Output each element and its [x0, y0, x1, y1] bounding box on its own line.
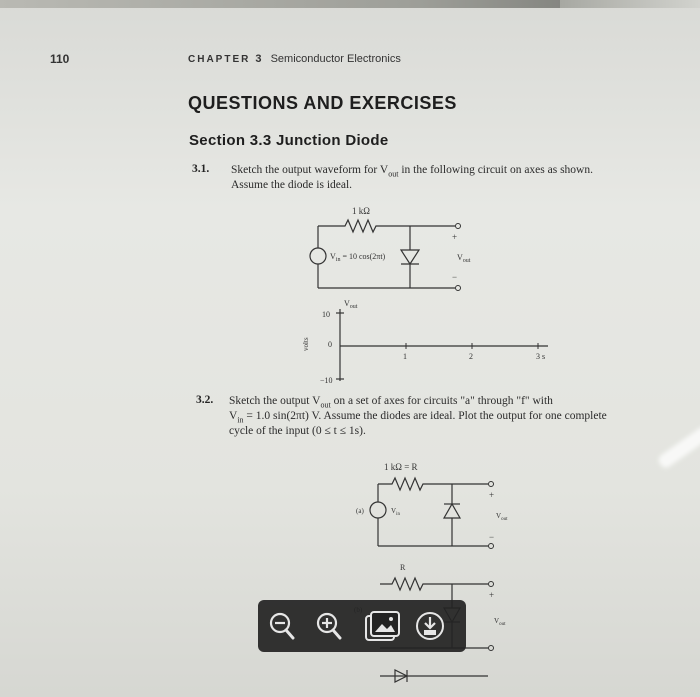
problem-3-2-text-b: on a set of axes for circuits "a" through "f" with	[330, 395, 553, 407]
problem-3-1-text-b: in the following circuit on axes as shown.	[398, 164, 593, 176]
circuit-a-source-symbol	[370, 502, 386, 518]
circuit-a	[300, 458, 520, 553]
circuit-a-top-wire	[378, 478, 488, 490]
zoom-out-icon	[266, 610, 298, 642]
circuit-b-top-wire	[380, 578, 488, 590]
image-edit-icon	[362, 610, 402, 644]
circuit-b-output-terminal-bottom	[489, 646, 494, 651]
circuit1-minus: −	[452, 272, 458, 282]
chapter-number: 3	[255, 53, 262, 65]
axes-y-bottom-label: −10	[320, 376, 333, 385]
circuit1-output-label: $V_{out}$	[457, 253, 471, 264]
circuit-a-diode-triangle	[444, 504, 460, 518]
image-edit-button[interactable]	[362, 610, 402, 642]
axes-x-tick-label-2: 2	[469, 352, 473, 361]
circuit-a-minus: −	[489, 532, 495, 542]
problem-3-2-text-d: = 1.0 sin(2πt) V. Assume the diodes are ideal. Plot the output for one complete	[243, 410, 607, 422]
axes-x-tick-label-1: 1	[403, 352, 407, 361]
page-number: 110	[50, 52, 70, 66]
axes-x-tick-label-3: 3 s	[536, 352, 546, 361]
circuit1-output-terminal-top	[456, 224, 461, 229]
zoom-in-button[interactable]	[313, 610, 345, 642]
circuit1-source-symbol	[310, 248, 326, 264]
screen-glare	[656, 424, 700, 470]
circuit-a-plus: +	[489, 490, 495, 500]
problem-3-1-number: 3.1.	[192, 163, 210, 175]
problem-3-2-text-c: V	[229, 410, 238, 422]
circuit-a-output-label: $V_{out}$	[496, 512, 508, 522]
circuit-a-source-label: $V_{in}$	[391, 507, 400, 517]
chapter-label: CHAPTER	[188, 54, 251, 65]
chapter-header	[188, 53, 401, 65]
circuit-b-plus: +	[489, 590, 495, 600]
problem-3-2-line3: cycle of the input (0 ≤ t ≤ 1s).	[229, 425, 366, 437]
circuit-a-output-terminal-top	[489, 482, 494, 487]
circuit-b-output-terminal-top	[489, 582, 494, 587]
axes-y-zero-label: 0	[328, 340, 332, 349]
axes-side-label: volts	[302, 337, 310, 351]
page-heading: QUESTIONS AND EXERCISES	[188, 93, 457, 113]
output-axes	[300, 295, 560, 390]
circuit1-plus: +	[452, 232, 458, 242]
circuit-a-output-terminal-bottom	[489, 544, 494, 549]
circuit1-diode-triangle	[401, 250, 419, 264]
circuit1-resistor-label: 1 kΩ	[352, 206, 370, 216]
circuit-b-output-label: $V_{out}$	[494, 617, 506, 627]
problem-3-1-line2: Assume the diode is ideal.	[231, 179, 353, 191]
circuit1-source-label: $V_{in} = 10$ cos(2πt)	[330, 252, 386, 263]
circuit1-output-terminal-bottom	[456, 286, 461, 291]
problem-3-2-text-a: Sketch the output V	[229, 395, 321, 407]
circuit-1	[300, 200, 490, 300]
problem-3-2-sub-out: out	[320, 400, 331, 410]
axes-y-label: $V_{out}$	[344, 299, 358, 310]
problem-3-2-number: 3.2.	[196, 394, 214, 406]
circuit1-top-wire	[318, 220, 455, 232]
zoom-out-button[interactable]	[266, 610, 298, 642]
section-title: Section 3.3 Junction Diode	[189, 132, 389, 149]
problem-3-1-sub: out	[388, 169, 399, 179]
problem-3-2-sub-in: in	[237, 415, 244, 425]
chapter-title: Semiconductor Electronics	[270, 53, 401, 65]
axes-y-top-label: 10	[322, 310, 330, 319]
zoom-in-icon	[313, 610, 345, 642]
screen-top-edge-highlight	[560, 0, 700, 8]
circuit-b-resistor-label: R	[400, 563, 406, 572]
save-button[interactable]	[414, 610, 446, 642]
circuit-a-label: (a)	[356, 507, 364, 515]
image-toolbar	[258, 600, 466, 652]
save-icon	[414, 610, 446, 642]
problem-3-1-text-a: Sketch the output waveform for V	[231, 164, 389, 176]
circuit-a-resistor-label: 1 kΩ = R	[384, 462, 418, 472]
